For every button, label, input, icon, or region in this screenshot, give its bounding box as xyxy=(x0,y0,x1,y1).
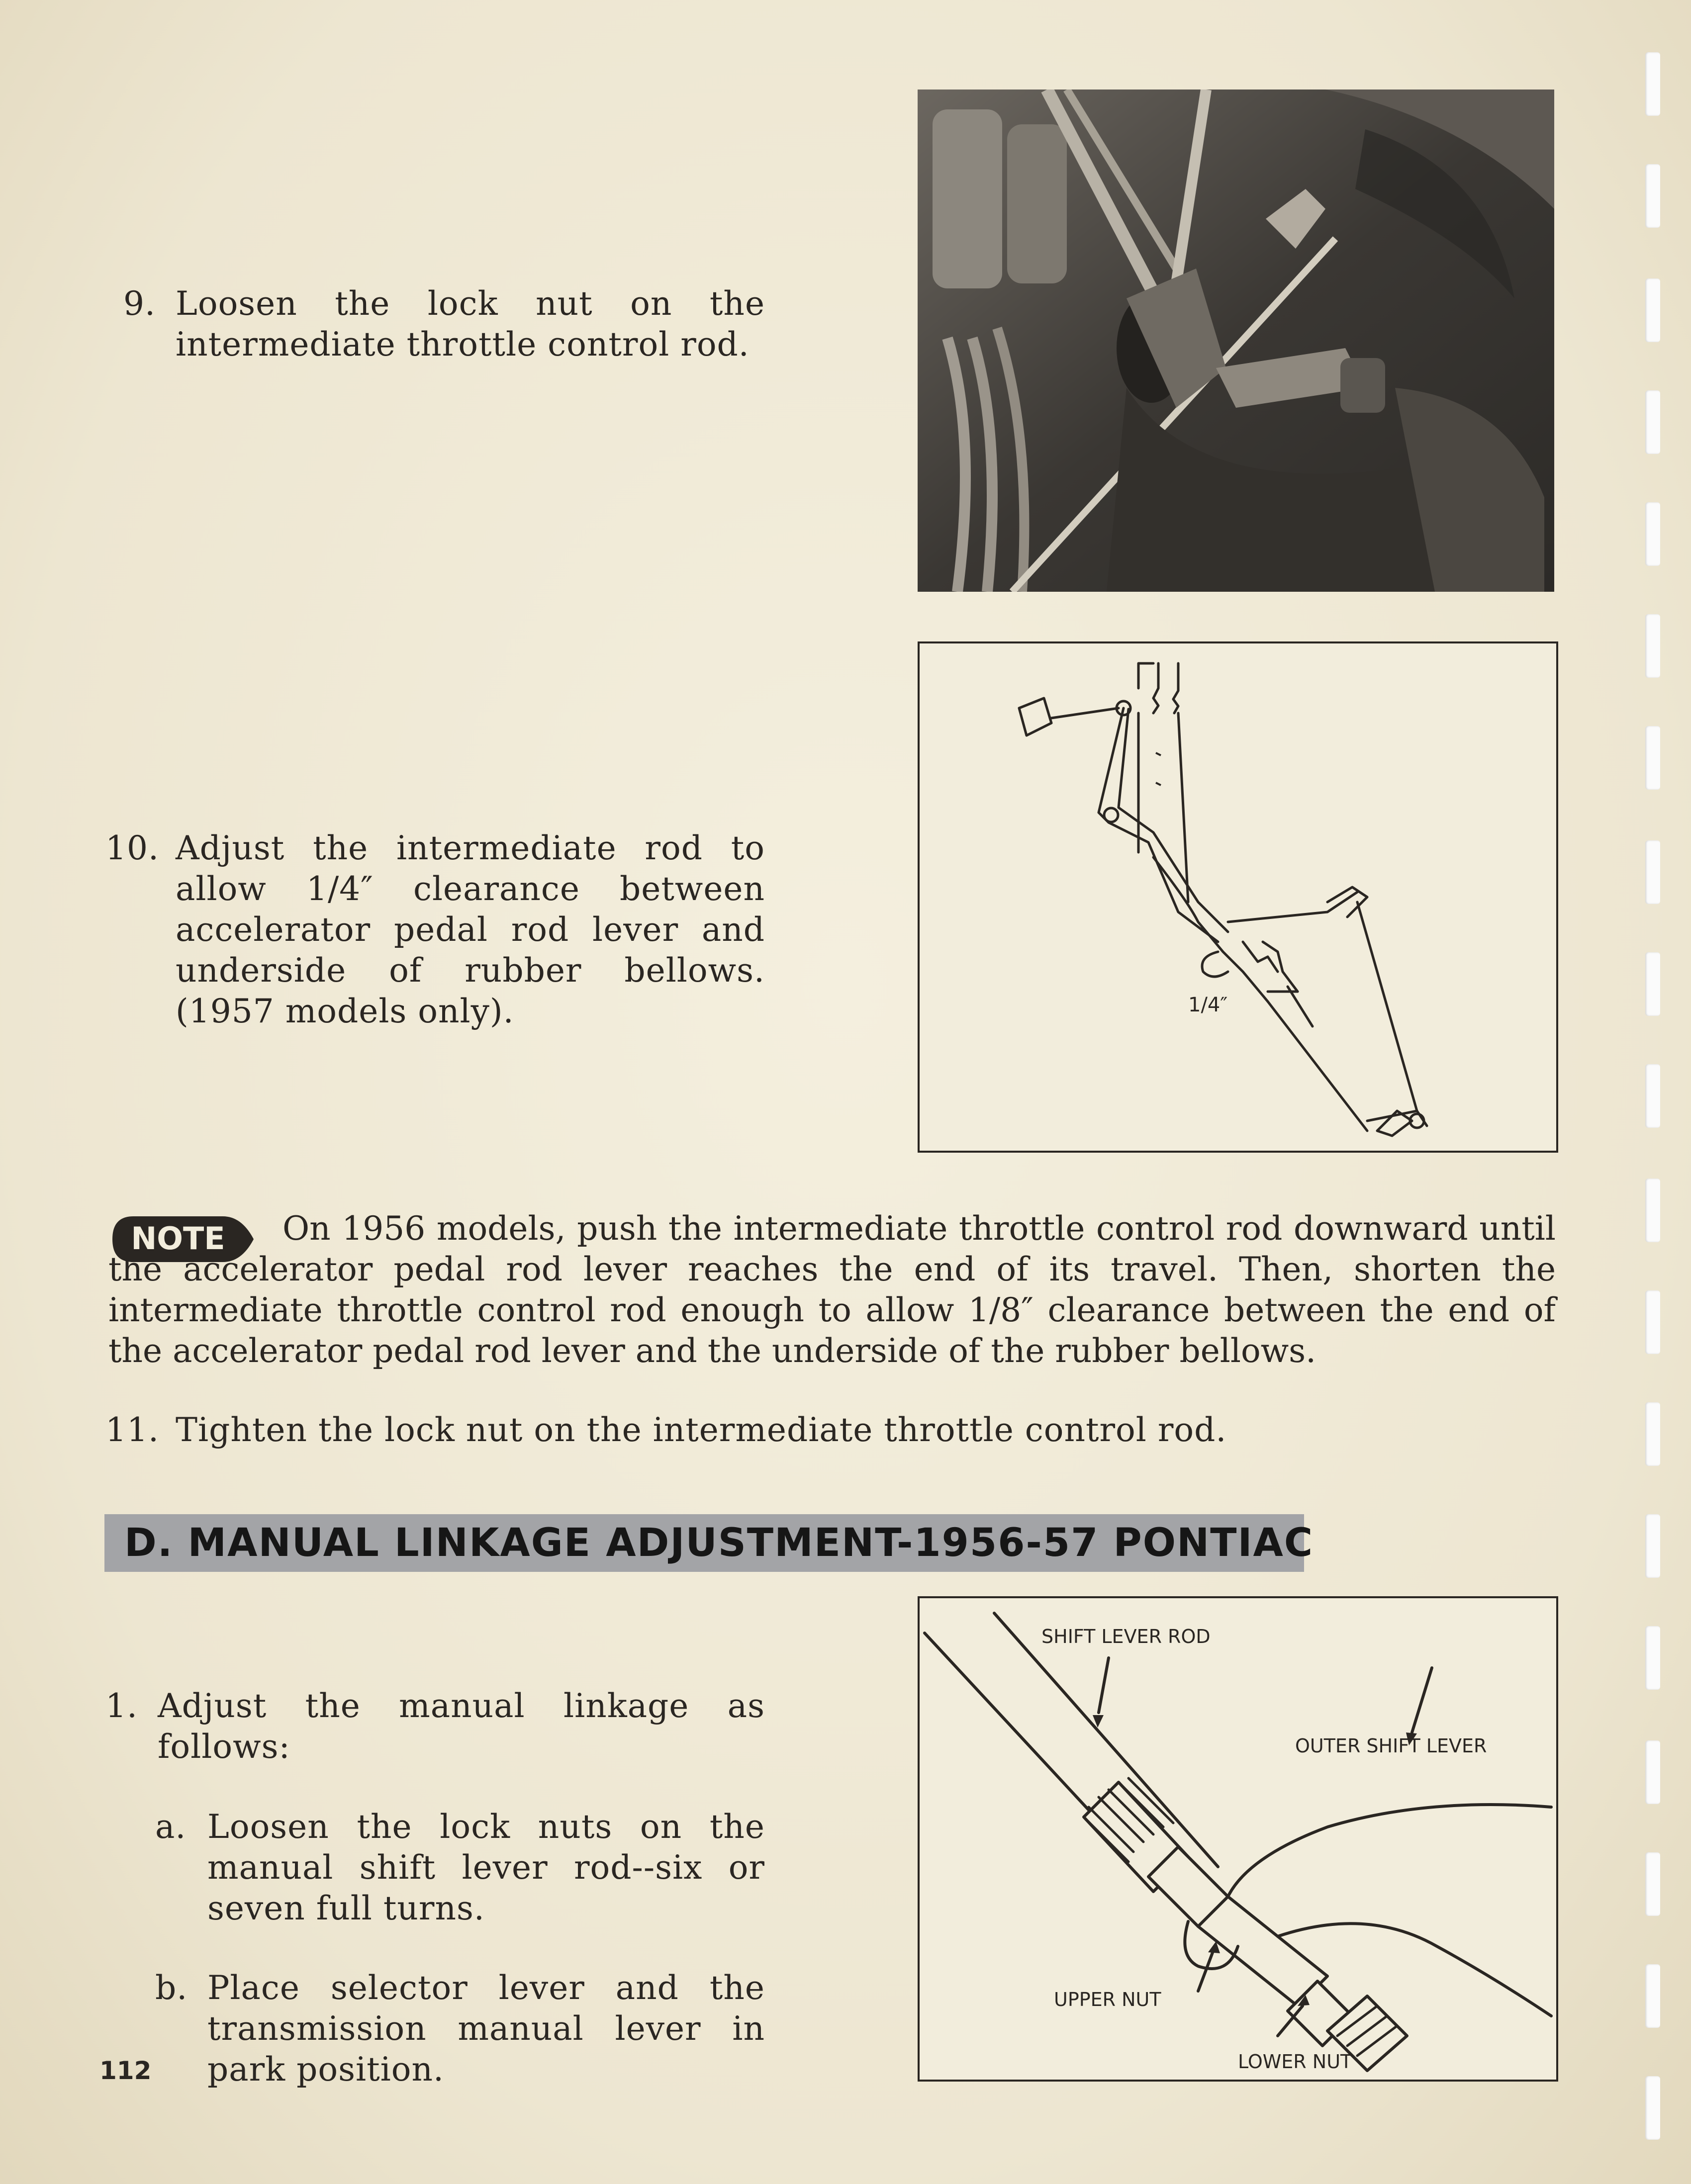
binder-hole xyxy=(1645,1064,1660,1128)
section-title: D. MANUAL LINKAGE ADJUSTMENT-1956-57 PONTIAC xyxy=(124,1521,1314,1565)
binder-hole xyxy=(1645,52,1660,116)
binder-hole xyxy=(1645,1402,1660,1466)
linkage-diagram xyxy=(918,641,1558,1153)
upper-nut-label: UPPER NUT xyxy=(1054,1989,1161,2010)
shift-lever-rod-label: SHIFT LEVER ROD xyxy=(1041,1626,1211,1647)
binder-hole xyxy=(1645,390,1660,454)
step-number: 9. xyxy=(123,284,156,323)
step-number: 11. xyxy=(105,1411,159,1449)
binder-hole xyxy=(1645,614,1660,678)
binder-hole xyxy=(1645,502,1660,566)
step-text: Adjust the intermediate rod to allow 1/4″ clearance between accelerator pedal rod lever and underside of rubber bellows. (1957 models only). xyxy=(176,829,765,1030)
binder-hole xyxy=(1645,164,1660,228)
binder-hole xyxy=(1645,1740,1660,1804)
step-text: Place selector lever and the transmission manual lever in park position. xyxy=(207,1969,765,2089)
step-letter: a. xyxy=(155,1808,187,1846)
shift-linkage-diagram xyxy=(918,1596,1558,2082)
step-text: Loosen the lock nut on the intermediate throttle control rod. xyxy=(176,284,765,364)
linkage-drawing xyxy=(920,643,1556,1151)
step-letter: b. xyxy=(155,1969,188,2007)
binder-hole xyxy=(1645,840,1660,904)
engine-photo-drawing xyxy=(918,90,1554,592)
engine-photo xyxy=(918,90,1554,592)
shift-linkage-drawing xyxy=(920,1598,1556,2080)
binder-hole xyxy=(1645,1179,1660,1242)
binder-hole xyxy=(1645,1514,1660,1578)
binder-hole xyxy=(1645,1964,1660,2028)
binder-hole xyxy=(1645,1626,1660,1690)
note-badge-label: NOTE xyxy=(131,1220,225,1257)
step-number: 10. xyxy=(105,829,159,867)
binder-hole xyxy=(1645,1852,1660,1916)
page-number: 112 xyxy=(99,2056,152,2085)
note-body: On 1956 models, push the intermediate throttle control rod downward until the accelerator pedal rod lever reaches the end of its travel. Then, shorten the intermediate throttle control rod enough to allow 1/8″ clearance between the end of the accelerator pedal rod lever and the underside of the rubber bellows. xyxy=(108,1209,1556,1370)
step-text: Adjust the manual linkage as follows: xyxy=(158,1687,765,1766)
step-text: Loosen the lock nuts on the manual shift lever rod--six or seven full turns. xyxy=(207,1808,765,1927)
step-number: 1. xyxy=(105,1687,138,1725)
step-text: Tighten the lock nut on the intermediate throttle control rod. xyxy=(176,1411,1227,1449)
binder-hole xyxy=(1645,278,1660,342)
note-text xyxy=(108,1208,1556,1371)
lower-nut-label: LOWER NUT xyxy=(1238,2051,1352,2073)
binder-hole xyxy=(1645,726,1660,790)
clearance-label: 1/4″ xyxy=(1188,994,1228,1016)
binder-hole xyxy=(1645,952,1660,1016)
outer-shift-lever-label: OUTER SHIFT LEVER xyxy=(1295,1735,1487,1757)
binder-hole xyxy=(1645,1290,1660,1354)
binder-hole xyxy=(1645,2076,1660,2140)
